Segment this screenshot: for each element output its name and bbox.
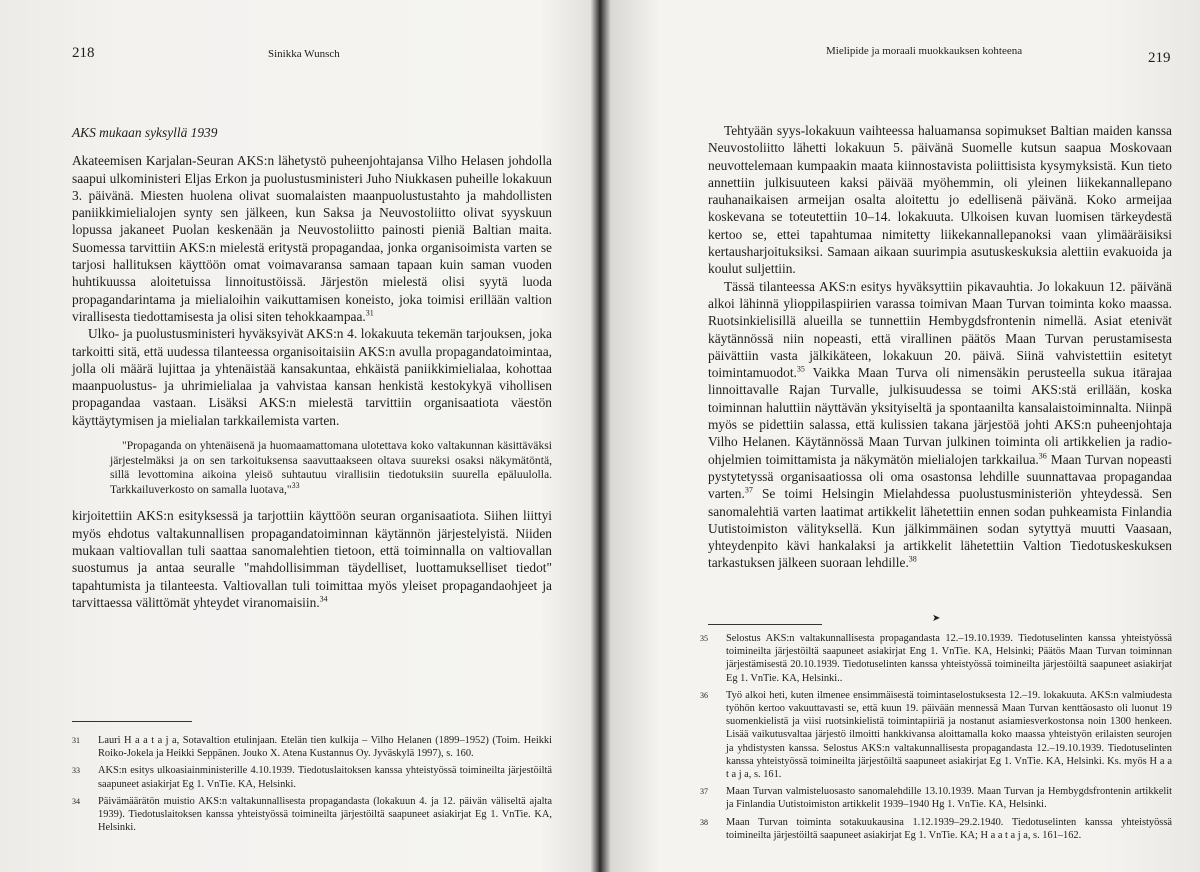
footnote: 33 AKS:n esitys ulkoasiainministerille 4.10.1939. Tiedotuslaitoksen kanssa yhteistyössä toimineilta järjestöiltä saapuneet asiakirjat Eg 1. VnTie. KA, Helsinki. (72, 765, 552, 790)
footnote: 38 Maan Turvan toiminta sotakuukausina 1.12.1939–29.2.1940. Tiedotuselinten kanssa yhteistyössä toimineilta järjestöiltä saapuneet asiakirjat Eg 1. VnTie. KA; H a a t a j a, s. 161–162. (700, 816, 1172, 841)
paragraph: Akateemisen Karjalan-Seuran AKS:n lähetystö puheenjohtajansa Vilho Helasen johdolla saapui ulkoministeri Eljas Erkon ja puolustusministeri Juho Niukkasen puheille lokakuun 3. päivänä. Miesten huolena olivat suomalaisten maanpuolustustahto ja mahdollisten paniikkimielialojen synty sen jälkeen, kun Saksa ja Neuvostoliitto olivat syyskuun lopussa jakaneet Puolan keskenään ja Neuvostoliitto painosti pieniä Baltian maita. Suomessa tarvittiin AKS:n mielestä eritystä propagandaa, jonka organisoimista varten se tarjosi hallituksen käyttöön omat voimavaransa samaan tapaan kuin saman vuoden huhtikuussa aloitetuissa linnoitustöissä. Järjestön mielestä olisi syytä luoda propagandarintama ja mielialoihin vaikuttamisen koneisto, joka toimisi erillään valtion virallisesta tiedottamisesta ja olisi siten tehokkaampaa.$^{31}$ (72, 153, 552, 324)
running-head: Sinikka Wunsch (268, 48, 340, 60)
footnote: 34 Päivämäärätön muistio AKS:n valtakunnallisesta propagandasta (lokakuun 4. ja 12. päivän väliseltä ajalta 1939). Tiedotuslaitoksen kanssa yhteistyössä toimineilta järjestöiltä saapuneet asiakirjat Eg 1. VnTie. KA, Helsinki. (72, 795, 552, 834)
footnote-ref[interactable]: 37 (744, 485, 753, 495)
footnote: 37 Maan Turvan valmisteluosasto sanomalehdille 13.10.1939. Maan Turvan ja Hembygdsfrontenin artikkelit ja Finlandia Uutistoimiston artikkelit 1939–1940 Hg 1. VnTie. KA, Helsinki. (700, 786, 1172, 811)
footnote-ref[interactable]: 34 (319, 594, 328, 604)
footnote-ref[interactable]: 38 (908, 554, 917, 564)
section-title: AKS mukaan syksyllä 1939 (72, 125, 218, 140)
running-head: Mielipide ja moraali muokkauksen kohteena (826, 45, 1023, 57)
footnotes (700, 632, 1172, 846)
page-number: 219 (1148, 50, 1171, 66)
footnotes (72, 734, 552, 838)
footnote-ref[interactable]: 36 (1038, 451, 1047, 461)
block-quote: "Propaganda on yhtenäisenä ja huomaamattomana ulotettava koko valtakunnan käsittäväksi järjestelmäksi ja on sen tarkoituksensa saavuttaakseen oltava suureksi osaksi näkymätöntä, sillä levottomina aikoina yleisö suhtautuu virallisiin tiedotuksiin suurella epäluulolla. Tarkkailuverkosto on samalla luotava,"$^{33}$ (110, 439, 552, 496)
left-body (72, 124, 552, 611)
paragraph: Tässä tilanteessa AKS:n esitys hyväksyttiin pikavauhtia. Jo lokakuun 12. päivänä alkoi lähinnä ylioppilaspiirien varassa toimivan Maan Turvan toiminta koko maassa. Ruotsinkielisillä alueilla se tunnettiin Hembygdsfrontenin nimellä. Asiat etenivät käytännössä niin nopeasti, että virallinen päätös Maan Turvan perustamisesta päivättiin vasta jälkikäteen, lokakuun 20. päivä. Siinä vahvistettiin esitetyt toimintamuodot.$^{35}$ Vaikka Maan Turva oli nimensäkin perusteella sukua itärajaa linnoittavalle Rajan Turvalle, julkisuudessa se toimi AKS:stä erillään, koska toiminnan haluttiin näyttävän yksityiseltä ja spontaanilta kansalaistoiminnalta. Niinpä myös se pidettiin salassa, että kulissien takana järjestöä johti AKS:n puheenjohtaja Vilho Helanen. Käytännössä Maan Turvan julkinen toiminta oli artikkelien ja radio-ohjelmien toimittamista ja näkymätön mielialojen tarkkailua.$^{36}$ Maan Turvan nopeasti pystytetyssä organisaatiossa oli oma osastonsa lehdille suunnattavaa propagandaa varten.$^{37}$ Se toimi Helsingin Mielahdessa puolustusministeriön yhteydessä. Sen sanomalehtiä varten laatimat artikkelit lähetettiin ennen sodan puhkeamista Finlandia Uutistoimiston välityksellä. Kun jälkimmäinen sodan sytyttyä muutti Vaasaan, yhteydenpito kävi hankalaksi ja artikkelit lähetettiin Valtion Tiedotuskeskuksen tarkastuksen jälkeen suoraan lehdille.$^{38}$ (708, 278, 1172, 571)
page-mark-icon: ➤ (932, 613, 941, 624)
footnote-ref[interactable]: 31 (365, 308, 374, 318)
footnote: 35 Selostus AKS:n valtakunnallisesta propagandasta 12.–19.10.1939. Tiedotuselinten kanssa yhteistyössä toimineilta järjestöiltä saapuneet asiakirjat Eng 1. VnTie. KA, Helsinki; Päätös Maan Turvan toiminnan järjestämisestä 20.10.1939. Tiedotuselinten kanssa yhteistyössä toimineilta järjestöiltä saapuneet asiakirjat Eg 1. VnTie. KA, Helsinki.. (700, 633, 1172, 684)
footnote: 36 Työ alkoi heti, kuten ilmenee ensimmäisestä toimintaselostuksesta 12.–19. lokakuuta. AKS:n valmiudesta työhön kertoo vakuuttavasti se, että kuun 19. päivään mennessä Maan Turvan kenttäosasto oli luonut 19 suomenkielistä ja viisi ruotsinkielistä toimintapiiriä ja nostanut asiamiesverkostonsa noin 1300 henkeen. Lisää vaikutusvaltaa järjestö ilmoitti hankkivansa aloittamalla koko maassa yhteistyön erilaisten seurojen ja yhdistysten kanssa. Selostus AKS:n valtakunnallisesta propagandasta 12.–19.10.1939. Tiedotuselinten kanssa yhteistyössä toimineilta järjestöiltä saapuneet asiakirjat Eg 1. VnTie. KA, Helsinki. Ks. myös H a a t a j a, s. 161. (700, 689, 1172, 781)
right-body (708, 122, 1172, 572)
right-page (600, 0, 1200, 872)
page-number: 218 (72, 45, 95, 61)
paragraph: kirjoitettiin AKS:n esityksessä ja tarjottiin käyttöön seuran organisaatiota. Siihen liittyi myös ehdotus valtakunnallisen propagandatoiminnan käytännön järjestelyistä. Niiden mukaan valtiovallan tuli saattaa sanomalehtien tietoon, että toiminnalla on valtiovallan suostumus ja antaa seuralle "mahdollisimman täydelliset, luottamukselliset tiedot" tapahtumista ja tilanteesta. Valtiovallan tuli toimittaa myös yleiset propagandaohjeet ja tarvittaessa välittömät yhteydet viranomaisiin.$^{34}$ (72, 508, 552, 610)
footnote-rule (72, 721, 192, 722)
footnote-ref[interactable]: 35 (796, 364, 805, 374)
footnote: 31 Lauri H a a t a j a, Sotavaltion etulinjaan. Etelän tien kulkija – Vilho Helanen (1899–1952) (Toim. Heikki Roiko-Jokela ja Heikki Seppänen. Jouko X. Atena Kustannus Oy. Jyväskylä 1997), s. 160. (72, 735, 552, 760)
footnote-rule (708, 624, 822, 625)
paragraph: Tehtyään syys-lokakuun vaihteessa haluamansa sopimukset Baltian maiden kanssa Neuvostoliitto lähetti lokakuun 5. päivänä Suomelle kutsun saapua Moskovaan neuvottelemaan kumpaakin maata kiinnostavista poliittisista kysymyksistä. Kun tieto annettiin julkisuuteen kaksi päivää myöhemmin, oli yleinen liikekannallepano rauhanaikaisen armeijan osalta aloitettu jo edellisenä päivänä. Koko armeijaa koskevana se toteutettiin 10–14. lokakuuta. Ulkoisen kuvan luomisen tärkeydestä kertoo se, ettei tapahtumaa nimitetty liikekannallepanoksi vaan ylimääräisiksi kertausharjoituksiksi. Samaan aikaan suurimpia asutuskeskuksia alettiin evakuoida ja koulut suljettiin. (708, 123, 1172, 277)
footnote-ref[interactable]: 33 (291, 480, 300, 490)
paragraph: Ulko- ja puolustusministeri hyväksyivät AKS:n 4. lokakuuta tekemän tarjouksen, joka tarkoitti sitä, että uudessa tilanteessa organisoitaisiin AKS:n avulla propagandatoimintaa, jolla oli määrä lujittaa ja yhtenäistää kansakuntaa, ehkäistä paniikkimielialaa, kohottaa maanpuolustus- ja uhrimielialaa ja vahvistaa kansan henkistä kestokykyä vihollisen propagandaa vastaan. Lisäksi AKS:n mielestä tarvittiin organisaatiota väestön käyttäytymisen ja mielialan tarkkailemista varten. (72, 326, 552, 428)
